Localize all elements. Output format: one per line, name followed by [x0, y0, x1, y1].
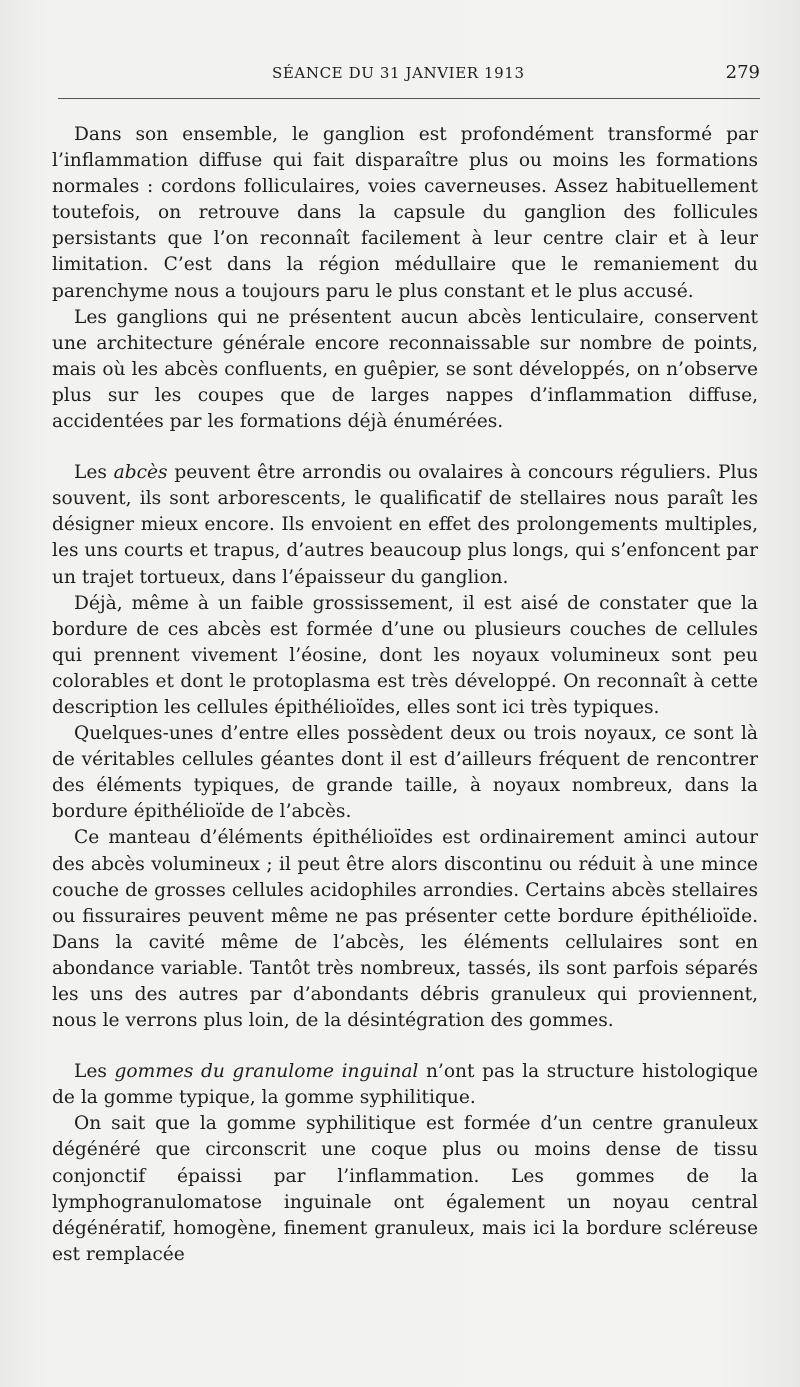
- paragraph-deja: Déjà, même à un faible grossissement, il est aisé de constater que la bordure de ces abcès est formée d’une ou plusieurs couches de cellules qui prennent vivement l’éosine, dont les noyaux volumineux sont peu colorables et dont le protoplasma est très développé. On reconnaît à cette description les cellules épithélioïdes, elles sont ici très typiques.: [52, 592, 758, 718]
- page-number: 279: [725, 62, 760, 83]
- paragraph-quelques: Quelques-unes d’entre elles possèdent deux ou trois noyaux, ce sont là de véritables cellules géantes dont il est d’ailleurs fréquent de rencontrer des éléments typiques, de grande taille, à noyaux nombreux, dans la bordure épithélioïde de l’abcès.: [52, 723, 758, 823]
- paragraph-gomme-syphilitique: On sait que la gomme syphilitique est formée d’un centre granuleux dégénéré que circonscrit une coque plus ou moins dense de tissu conjonctif épaissi par l’inflammation. Les gommes de la lymphogranulomatose inguinale ont également un noyau central dégénératif, homogène, finement granuleux, mais ici la bordure scléreuse est remplacée: [52, 1113, 758, 1265]
- paragraph-ensemble: Dans son ensemble, le ganglion est profondément transformé par l’inflammation diffuse qui fait disparaître plus ou moins les formations normales : cordons folliculaires, voies caverneuses. Assez habituellement toutefois, on retrouve dans la capsule du ganglion des follicules persistants que l’on reconnaît facilement à leur centre clair et à leur limitation. C’est dans la région médullaire que le remaniement du parenchyme nous a toujours paru le plus constant et le plus accusé.: [52, 124, 758, 302]
- abces-rest: peuvent être arrondis ou ovalaires à concours réguliers. Plus souvent, ils sont arborescents, le qualificatif de stellaires nous paraît les désigner mieux encore. Ils envoient en effet des prolongements multiples, les uns courts et trapus, d’autres beaucoup plus longs, qui s’enfoncent par un trajet tortueux, dans l’épaisseur du ganglion.: [52, 462, 758, 588]
- abces-term: abcès: [113, 462, 168, 484]
- paragraph-abces: [52, 460, 758, 590]
- paragraph-manteau: Ce manteau d’éléments épithélioïdes est ordinairement aminci autour des abcès volumineux ; il peut être alors discontinu ou réduit à une mince couche de grosses cellules acidophiles arrondies. Certains abcès stellaires ou fissuraires peuvent même ne pas présenter cette bordure épithélioïde. Dans la cavité même de l’abcès, les éléments cellulaires sont en abondance variable. Tantôt très nombreux, tassés, ils sont parfois séparés les uns des autres par d’abondants débris granuleux qui proviennent, nous le verrons plus loin, de la désintégration des gommes.: [52, 827, 758, 1032]
- section-gap: [52, 1034, 758, 1059]
- gommes-rest: n’ont pas la structure histologique de la gomme typique, la gomme syphilitique.: [52, 1061, 758, 1109]
- gommes-lead: Les: [74, 1061, 115, 1083]
- body-text: [52, 122, 758, 1268]
- header-rule: [58, 98, 760, 99]
- abces-lead: Les: [74, 462, 114, 484]
- running-title: SÉANCE DU 31 JANVIER 1913: [272, 64, 525, 82]
- paragraph-ganglions: Les ganglions qui ne présentent aucun abcès lenticulaire, conservent une architecture générale encore reconnaissable sur nombre de points, mais où les abcès confluents, en guêpier, se sont développés, on n’observe plus sur les coupes que de larges nappes d’inflammation diffuse, accidentées par les formations déjà énumérées.: [52, 306, 758, 433]
- page-header: [50, 60, 760, 90]
- paragraph-gommes: [52, 1059, 758, 1111]
- section-gap: [52, 435, 758, 460]
- gommes-term: gommes du granulome inguinal: [114, 1061, 419, 1083]
